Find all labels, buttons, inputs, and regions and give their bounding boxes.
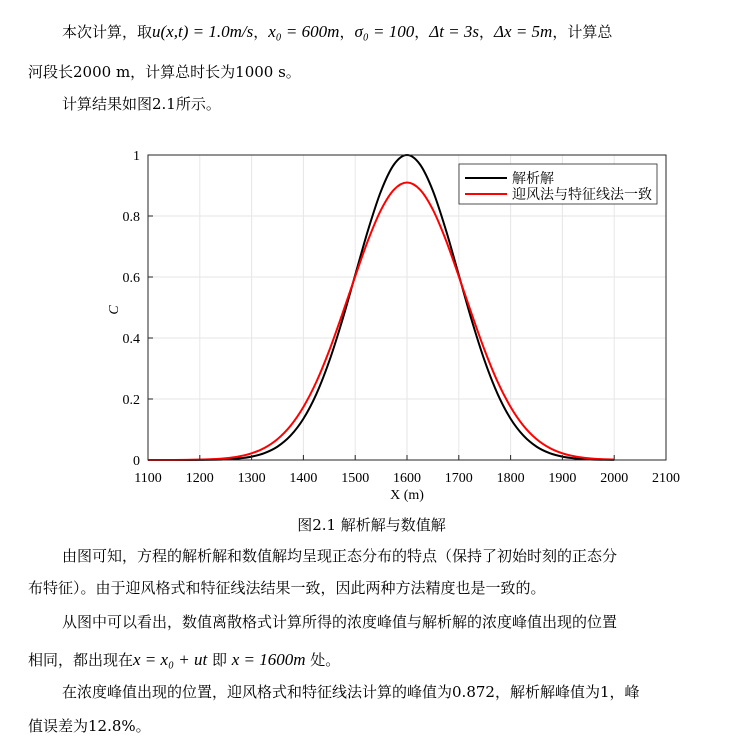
text-run: ， xyxy=(253,23,269,41)
text-run: 即 xyxy=(207,651,232,669)
math-expression: Δt = 3s xyxy=(429,22,480,41)
paragraph-5-line-2 xyxy=(28,716,151,736)
x-tick-label: 1400 xyxy=(289,471,318,486)
x-tick-label: 1100 xyxy=(134,471,162,486)
text-run: 布特征）。由于迎风格式和特征线法结果一致，因此两种方法精度也是一致的。 xyxy=(28,579,546,597)
text-run: 相同，都出现在 xyxy=(28,651,134,669)
text-run: 值误差为12.8%。 xyxy=(28,717,151,735)
legend-label-numeric: 迎风法与特征线法一致 xyxy=(512,188,652,203)
x-tick-label: 2000 xyxy=(600,471,629,486)
x-tick-label: 2100 xyxy=(652,471,680,486)
x-tick-label: 1900 xyxy=(548,471,577,486)
text-run: 在浓度峰值出现的位置，迎风格式和特征线法计算的峰值为0.872，解析解峰值为1，峰 xyxy=(62,683,640,701)
y-tick-label: 0.2 xyxy=(122,393,140,408)
paragraph-3-line-1 xyxy=(62,546,617,566)
x-axis-label: X (m) xyxy=(390,488,424,503)
x-tick-label: 1600 xyxy=(393,471,421,486)
legend-label-analytic: 解析解 xyxy=(512,172,554,187)
text-run: 由图可知，方程的解析解和数值解均呈现正态分布的特点（保持了初始时刻的正态分 xyxy=(62,547,618,565)
y-tick-label: 0.6 xyxy=(122,271,140,286)
y-axis-label: C xyxy=(107,305,122,315)
x-tick-label: 1200 xyxy=(185,471,214,486)
legend xyxy=(459,164,657,204)
x-tick-label: 1300 xyxy=(237,471,266,486)
y-tick-label: 0 xyxy=(133,454,140,469)
text-run: ，计算总 xyxy=(552,23,613,41)
figure-caption: 图2.1 解析解与数值解 xyxy=(297,516,446,534)
paragraph-4-line-2 xyxy=(28,650,340,670)
text-run: ， xyxy=(414,23,430,41)
text-run: ， xyxy=(479,23,495,41)
x-tick-label: 1800 xyxy=(496,471,525,486)
x-tick-label: 1700 xyxy=(444,471,473,486)
text-run: 本次计算，取 xyxy=(62,23,153,41)
math-expression: x = 1600m xyxy=(231,650,306,669)
paragraph-3-line-2 xyxy=(28,578,546,598)
text-run: 河段长2000 m，计算总时长为1000 s。 xyxy=(28,63,301,81)
y-tick-label: 0.8 xyxy=(122,210,140,225)
paragraph-4-line-1 xyxy=(62,612,617,632)
x-tick-label: 1500 xyxy=(341,471,370,486)
math-expression: x₀ = 600m xyxy=(268,22,340,41)
math-expression: σ₀ = 100 xyxy=(354,22,415,41)
text-run: 计算结果如图2.1所示。 xyxy=(62,95,221,113)
math-expression: x = x₀ + ut xyxy=(133,650,208,669)
y-tick-label: 0.4 xyxy=(122,332,140,347)
text-run: ， xyxy=(339,23,355,41)
math-expression: Δx = 5m xyxy=(494,22,553,41)
text-run: 从图中可以看出，数值离散格式计算所得的浓度峰值与解析解的浓度峰值出现的位置 xyxy=(62,613,618,631)
y-tick-label: 1 xyxy=(133,149,140,164)
paragraph-5-line-1 xyxy=(62,682,640,702)
text-run: 处。 xyxy=(305,651,341,669)
math-expression: u(x,t) = 1.0m/s xyxy=(152,22,254,41)
